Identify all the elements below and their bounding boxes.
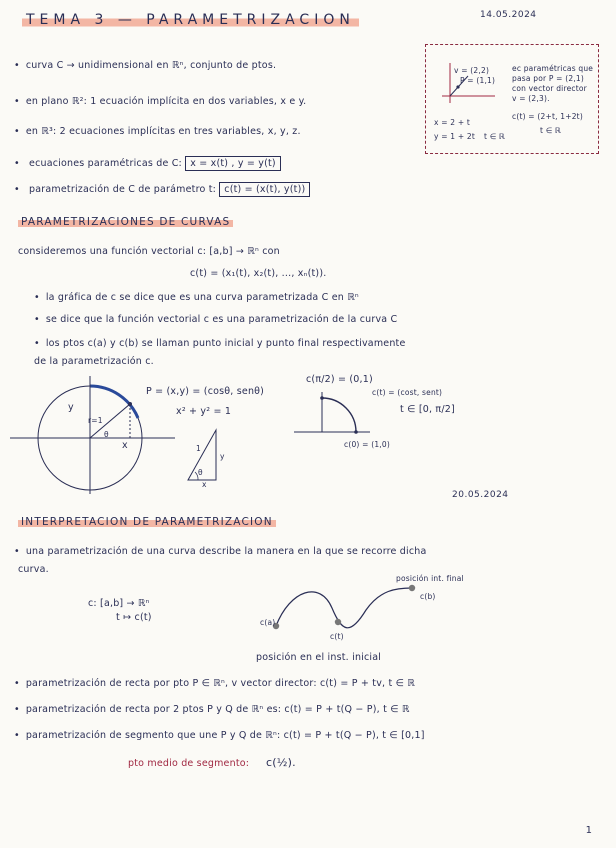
triangle-theta: θ: [198, 468, 203, 477]
side-note-desc: ec paramétricas que pasa por P = (2,1) con vector director v = (2,3).: [512, 64, 594, 103]
circle-x-label: x: [122, 440, 128, 451]
section1-line-1: consideremos una función vectorial c: [a,b] → ℝⁿ con: [18, 246, 280, 257]
intro-line-4: [14, 158, 281, 169]
curve-cb-label: c(b): [420, 592, 436, 601]
curve-final-position: posición int. final: [396, 574, 464, 583]
curve-ct-label: c(t): [330, 632, 344, 641]
midpoint-value: c(½).: [266, 756, 296, 769]
curve-initial-position: posición en el inst. inicial: [256, 652, 382, 663]
intro-line-3: • en ℝ³: 2 ecuaciones implícitas en tres variables, x, y, z.: [14, 126, 301, 137]
side-note-eq1: x = 2 + t: [434, 118, 471, 127]
triangle-one: 1: [196, 444, 201, 453]
section-heading-parametrizaciones: PARAMETRIZACIONES DE CURVAS: [18, 216, 233, 228]
side-note-eq2: y = 1 + 2t: [434, 132, 476, 141]
intro-line-5-text: parametrización de C de parámetro t:: [29, 184, 217, 195]
section2-line-1: • una parametrización de una curva describe la manera en la que se recorre dicha: [14, 546, 427, 557]
circle-equation: x² + y² = 1: [176, 406, 232, 417]
side-note-t-domain: t ∈ ℝ: [484, 132, 506, 141]
circle-y-label: y: [68, 402, 74, 413]
curve-sketch: [270, 580, 420, 640]
section2-date: 20.05.2024: [452, 490, 509, 500]
map-rule: t ↦ c(t): [116, 612, 152, 623]
section1-bullet-3a: • los ptos c(a) y c(b) se llaman punto inicial y punto final respectivamente: [34, 338, 406, 349]
side-note-v: v = (2,2): [454, 66, 490, 75]
side-note-t-domain-2: t ∈ ℝ: [540, 126, 562, 135]
quarter-arc-top-label: c(π/2) = (0,1): [306, 374, 373, 385]
section1-bullet-2: • se dice que la función vectorial c es una parametrización de la curva C: [34, 314, 397, 325]
quarter-arc-ct: c(t) = (cost, sent): [372, 388, 443, 397]
quarter-arc-bottom-label: c(0) = (1,0): [344, 440, 390, 449]
circle-point-eq: P = (x,y) = (cosθ, senθ): [146, 386, 265, 397]
quarter-arc-domain: t ∈ [0, π/2]: [400, 404, 455, 415]
triangle-x: x: [202, 480, 207, 489]
section2-line-2: curva.: [18, 564, 49, 575]
section1-bullet-1: • la gráfica de c se dice que es una curva parametrizada C en ℝⁿ: [34, 292, 359, 303]
intro-line-2: • en plano ℝ²: 1 ecuación implícita en dos variables, x e y.: [14, 96, 306, 107]
page-title: TEMA 3 — PARAMETRIZACION: [22, 12, 359, 28]
parametric-equations-box: x = x(t) , y = y(t): [185, 156, 281, 171]
circle-theta: θ: [104, 430, 109, 439]
map-definition: c: [a,b] → ℝⁿ: [88, 598, 150, 609]
triangle-y: y: [220, 452, 225, 461]
section3-bullet-3: • parametrización de segmento que une P y Q de ℝⁿ: c(t) = P + t(Q − P), t ∈ [0,1]: [14, 730, 425, 741]
page-number: 1: [585, 825, 592, 836]
parametrization-box: c(t) = (x(t), y(t)): [219, 182, 310, 197]
section3-bullet-2: • parametrización de recta por 2 ptos P y Q de ℝⁿ es: c(t) = P + t(Q − P), t ∈ ℝ: [14, 704, 410, 715]
intro-line-4-text: ecuaciones paramétricas de C:: [29, 158, 182, 169]
circle-r-label: r=1: [88, 416, 103, 425]
intro-line-5: [14, 184, 310, 195]
curve-ca-label: c(a): [260, 618, 276, 627]
page-date: 14.05.2024: [480, 10, 537, 20]
section3-bullet-1: • parametrización de recta por pto P ∈ ℝⁿ, v vector director: c(t) = P + tv, t ∈ ℝ: [14, 678, 415, 689]
intro-line-1: • curva C → unidimensional en ℝⁿ, conjunto de ptos.: [14, 60, 276, 71]
side-note-p: P = (1,1): [460, 76, 496, 85]
section-heading-interpretacion: INTERPRETACION DE PARAMETRIZACION: [18, 516, 276, 528]
side-note-ct: c(t) = (2+t, 1+2t): [512, 112, 583, 121]
section1-bullet-3b: de la parametrización c.: [34, 356, 154, 367]
midpoint-label: pto medio de segmento:: [128, 758, 250, 769]
section1-line-2: c(t) = (x₁(t), x₂(t), ..., xₙ(t)).: [190, 268, 327, 279]
